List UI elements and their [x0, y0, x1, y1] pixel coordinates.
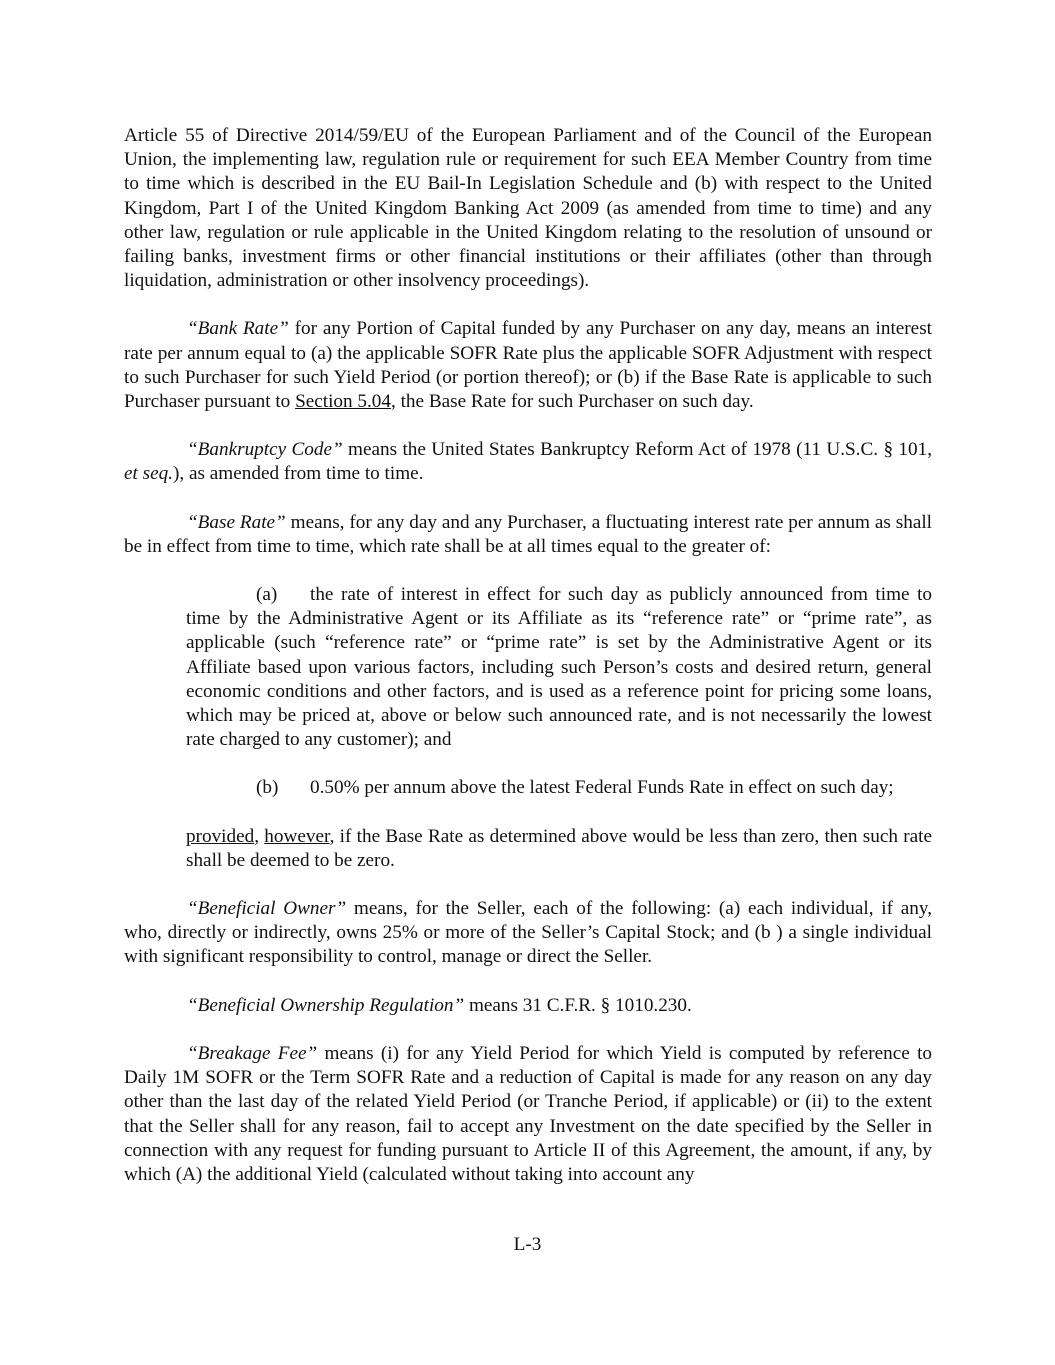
however-word: however — [264, 825, 330, 847]
proviso-text: , if the Base Rate as determined above would be less than zero, then such rate shall be deemed to be zero. — [186, 825, 932, 871]
clause-text: the rate of interest in effect for such day as publicly announced from time to time by the Administrative Agent or its Affiliate as its “reference rate” or “prime rate”, as applicable (such “reference rate” or “prime rate” is set by the Administrative Agent or its Affiliate based upon various factors, including such Person’s costs and desired return, general economic conditions and other factors, and is used as a reference point for pricing some loans, which may be priced at, above or below such announced rate, and is not necessarily the lowest rate charged to any customer); and — [186, 584, 932, 751]
base-rate-proviso — [186, 825, 932, 873]
definition-beneficial-ownership-regulation — [124, 994, 932, 1018]
section-reference: Section 5.04 — [295, 391, 391, 413]
definition-breakage-fee — [124, 1042, 932, 1187]
definition-text: , the Base Rate for such Purchaser on such day. — [391, 391, 754, 413]
definition-text: means, for the Seller, each of the following: (a) each individual, if any, who, directly or indirectly, owns 25% or more of the Seller’s Capital Stock; and (b ) a single individual with significant responsibility to control, manage or direct the Seller. — [124, 898, 932, 968]
base-rate-clause-b — [186, 776, 932, 800]
base-rate-clause-a — [186, 583, 932, 752]
definition-text: means, for any day and any Purchaser, a fluctuating interest rate per annum as shall be in effect from time to time, which rate shall be at all times equal to the greater of: — [124, 511, 932, 557]
defined-term: “Base Rate” — [187, 511, 286, 533]
defined-term: “Bankruptcy Code” — [187, 439, 343, 461]
italic-text: et seq. — [124, 463, 174, 485]
definition-text: means 31 C.F.R. § 1010.230. — [464, 994, 692, 1016]
definition-beneficial-owner — [124, 897, 932, 970]
provided-word: provided — [186, 825, 255, 847]
definition-text: means the United States Bankruptcy Reform Act of 1978 (11 U.S.C. § 101, — [342, 439, 932, 461]
defined-term: “Breakage Fee” — [187, 1042, 318, 1064]
page-number: L-3 — [513, 1234, 542, 1255]
defined-term: “Bank Rate” — [187, 318, 289, 340]
defined-term: “Beneficial Owner” — [187, 898, 347, 920]
defined-term: “Beneficial Ownership Regulation” — [187, 994, 465, 1016]
clause-label: (b) — [256, 777, 279, 799]
comma-text: , — [254, 825, 265, 847]
definition-base-rate — [124, 511, 932, 559]
definition-text: ), as amended from time to time. — [173, 463, 424, 485]
definition-bankruptcy-code — [124, 438, 932, 486]
definition-text: for any Portion of Capital funded by any Purchaser on any day, means an interest rate per annum equal to (a) the applicable SOFR Rate plus the applicable SOFR Adjustment with respect to such Purchaser for such Yield Period (or portion thereof); or (b) if the Base Rate is applicable to such Purchaser pursuant to — [124, 318, 932, 413]
definition-text: means (i) for any Yield Period for which Yield is computed by reference to Daily 1M SOFR or the Term SOFR Rate and a reduction of Capital is made for any reason on any day other than the last day of the related Yield Period (or Tranche Period, if applicable) or (ii) to the extent that the Seller shall for any reason, fail to accept any Investment on the date specified by the Seller in connection with any request for funding pursuant to Article II of this Agreement, the amount, if any, by which (A) the additional Yield (calculated without taking into account any — [124, 1042, 932, 1185]
clause-text: 0.50% per annum above the latest Federal Funds Rate in effect on such day; — [310, 777, 894, 799]
definition-bank-rate — [124, 317, 932, 414]
document-page — [124, 124, 932, 1187]
clause-label: (a) — [256, 584, 278, 606]
continued-paragraph: Article 55 of Directive 2014/59/EU of the European Parliament and of the Council of the European Union, the implementing law, regulation rule or requirement for such EEA Member Country from time to time which is described in the EU Bail-In Legislation Schedule and (b) with respect to the United Kingdom, Part I of the United Kingdom Banking Act 2009 (as amended from time to time) and any other law, regulation or rule applicable in the United Kingdom relating to the resolution of unsound or failing banks, investment firms or other financial institutions or their affiliates (other than through liquidation, administration or other insolvency proceedings). — [124, 125, 932, 292]
